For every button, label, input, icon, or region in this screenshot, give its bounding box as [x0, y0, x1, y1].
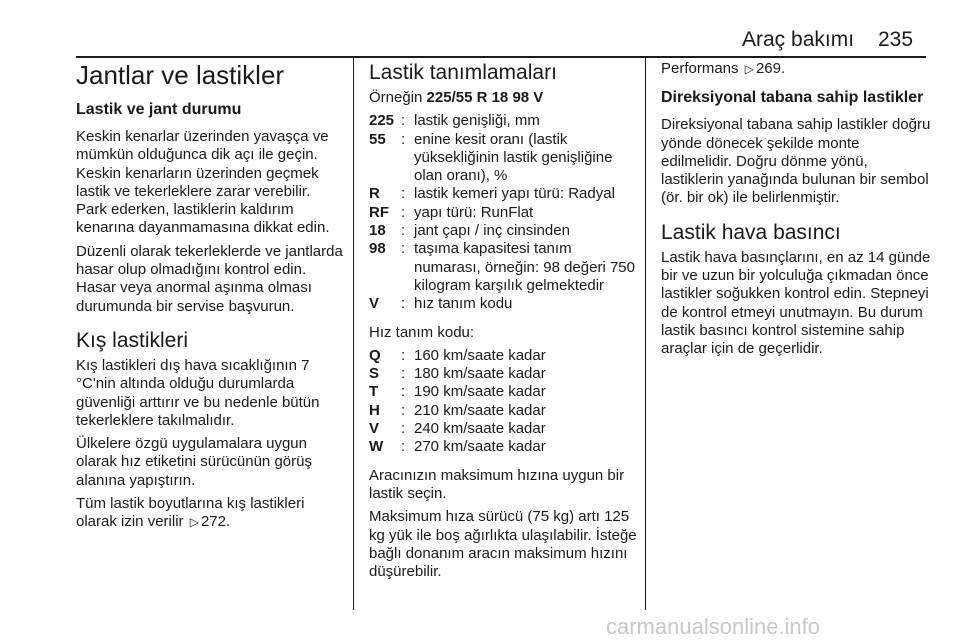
definition-term: T [369, 383, 379, 401]
page-number: 235 [878, 28, 914, 51]
column-1 [76, 60, 344, 537]
definition-separator: : [401, 240, 406, 258]
section-heading: Kış lastikleri [76, 328, 189, 352]
paragraph: Direksiyonal tabana sahip lastikler doğru yönde dönecek şekilde monte edilmelidir. Doğru dönme yönü, lastiklerin yanağında bulunan bir sembol (ör. bir ok) ile belirlenmiştir. [661, 116, 931, 207]
definition-description: 240 km/saate kadar [414, 420, 546, 438]
definition-separator: : [401, 401, 406, 419]
definition-description: 180 km/saate kadar [414, 365, 546, 383]
page-reference-arrow-icon: ▷ [189, 515, 199, 530]
definition-description: jant çapı / inç cinsinden [414, 222, 570, 240]
speed-code-list [369, 347, 637, 457]
definition-description: lastik genişliği, mm [414, 112, 540, 130]
definition-description: lastik kemeri yapı türü: Radyal [414, 185, 615, 203]
column-divider-2 [645, 58, 646, 610]
definition-term: R [369, 185, 380, 203]
definition-description: enine kesit oranı (lastik yüksekliğinin lastik genişliğine olan oranı), % [414, 130, 613, 185]
definition-description: taşıma kapasitesi tanım numarası, örneğin: 98 değeri 750 kilogram karşılık gelmektedir [414, 240, 635, 294]
paragraph: Düzenli olarak tekerleklerde ve jantlarda hasar olup olmadığını kontrol edin. Hasar veya anormal aşınma olması durumunda bir servise başvurun. [76, 242, 343, 315]
definition-description: yapı türü: RunFlat [414, 203, 534, 221]
definition-description: 160 km/saate kadar [414, 346, 546, 364]
definition-separator: : [401, 346, 406, 364]
definition-term: 55 [369, 130, 386, 148]
definition-term: 98 [369, 240, 386, 258]
header-rule [76, 56, 926, 58]
paragraph: Maksimum hıza sürücü (75 kg) artı 125 kg yük ile boş ağırlıkta ulaşılabilir. İsteğe bağlı donanım aracın maksimum hızını düşürebilir. [369, 508, 637, 581]
column-3 [661, 60, 931, 364]
definition-separator: : [401, 420, 406, 438]
paragraph: Performans ▷ 269. [661, 60, 786, 77]
definition-row [369, 295, 637, 313]
definition-separator: : [401, 365, 406, 383]
designation-list [369, 112, 637, 313]
definition-term: V [369, 295, 380, 313]
paragraph: Ülkelere özgü uygulamalara uygun olarak hız etiketini sürücünün görüş alanına yapıştırın. [76, 435, 312, 489]
definition-row [369, 204, 637, 222]
definition-row [369, 222, 637, 240]
page-reference[interactable]: 269. [755, 60, 786, 77]
example-value: 225/55 R 18 98 V [426, 89, 544, 106]
paragraph: Aracınızın maksimum hızına uygun bir lastik seçin. [369, 466, 625, 502]
definition-separator: : [401, 222, 406, 240]
speed-heading: Hız tanım kodu: [369, 323, 475, 341]
definition-separator: : [401, 203, 406, 221]
definition-separator: : [401, 112, 406, 130]
page-reference-arrow-icon: ▷ [744, 62, 754, 76]
subsection-heading: Lastik ve jant durumu [76, 101, 242, 118]
paragraph: Lastik hava basınçlarını, en az 14 günde bir ve uzun bir yolculuğa çıkmadan önce lastikler soğukken kontrol edin. Stepneyi de kontrol etmeyi unutmayın. Bu durum lastik basıncı kontrol sistemine sahip araçlar için de geçerlidir. [661, 248, 931, 358]
example-line: Örneğin 225/55 R 18 98 V [369, 89, 544, 106]
definition-row [369, 402, 637, 420]
paragraph: Tüm lastik boyutlarına kış lastikleri olarak izin verilir ▷ 272. [76, 495, 305, 531]
paragraph: Keskin kenarlar üzerinden yavaşça ve mümkün olduğunca dik açı ile geçin. Keskin kenarların üzerinden geçmek lastik ve tekerleklere zarar verebilir. Park ederken, lastiklerin kaldırım kenarına dayanmamasına dikkat edin. [76, 128, 330, 237]
definition-row [369, 438, 637, 456]
definition-separator: : [401, 438, 406, 456]
paragraph: Kış lastikleri dış hava sıcaklığının 7 °C'nin altında olduğu durumlarda güvenliği arttırır ve bu nedenle bütün tekerleklere takılmalıdır. [76, 356, 320, 429]
definition-term: V [369, 420, 380, 438]
page-reference[interactable]: 272. [200, 513, 231, 531]
definition-description: 270 km/saate kadar [414, 438, 546, 456]
definition-row [369, 240, 637, 295]
definition-term: S [369, 365, 380, 383]
definition-row [369, 365, 637, 383]
definition-description: 210 km/saate kadar [414, 401, 546, 419]
definition-term: RF [369, 203, 389, 221]
definition-row [369, 383, 637, 401]
definition-description: 190 km/saate kadar [414, 383, 546, 401]
chapter-title: Araç bakımı [742, 28, 855, 51]
definition-row [369, 420, 637, 438]
definition-row [369, 131, 637, 186]
definition-term: 225 [369, 112, 395, 130]
section-heading: Lastik tanımlamaları [369, 61, 557, 84]
definition-term: Q [369, 346, 381, 364]
column-divider-1 [353, 58, 354, 610]
section-title: Jantlar ve lastikler [76, 60, 285, 90]
definition-separator: : [401, 185, 406, 203]
definition-row [369, 347, 637, 365]
definition-term: H [369, 401, 380, 419]
definition-description: hız tanım kodu [414, 295, 513, 313]
definition-term: W [369, 438, 384, 456]
definition-term: 18 [369, 222, 386, 240]
definition-separator: : [401, 383, 406, 401]
definition-separator: : [401, 295, 406, 313]
definition-separator: : [401, 130, 406, 148]
section-heading: Lastik hava basıncı [661, 220, 841, 244]
definition-row [369, 185, 637, 203]
watermark: carmanualsonline.info [606, 614, 821, 639]
column-2 [369, 60, 637, 586]
definition-row [369, 112, 637, 130]
subsection-heading: Direksiyonal tabana sahip lastikler [661, 89, 924, 107]
